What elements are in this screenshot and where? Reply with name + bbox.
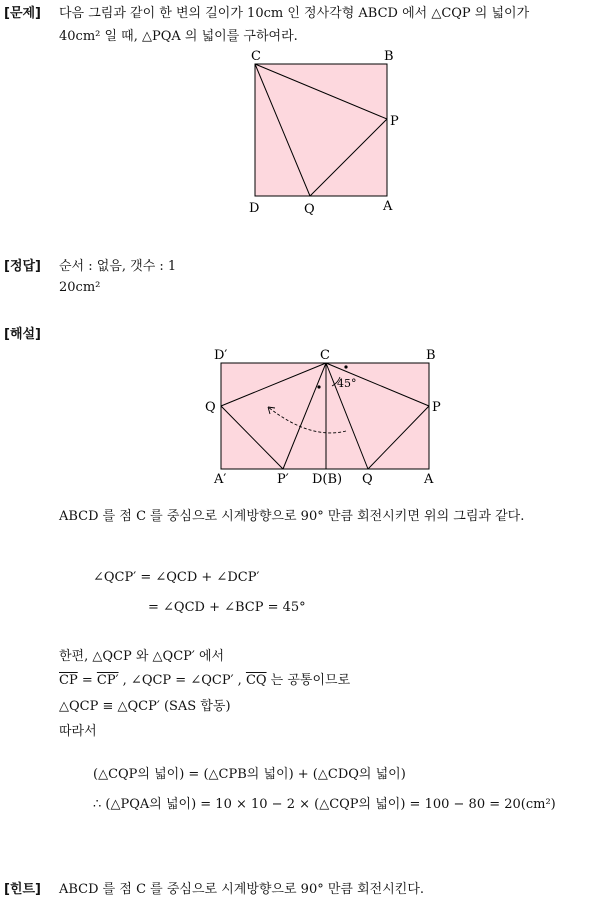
rotated-rectangle	[221, 363, 429, 469]
problem-tag: [문제]	[4, 6, 41, 21]
label-angle: 45°	[337, 377, 357, 390]
label-b: B	[426, 348, 436, 363]
equation-3: (△CQP의 넓이) = (△CPB의 넓이) + (△CDQ의 넓이)	[93, 767, 406, 782]
common-text: 는 공통이므로	[266, 673, 351, 688]
explanation-line-1: ABCD 를 점 C 를 중심으로 시계방향으로 90° 만큼 회전시키면 위의 그림과 같다.	[59, 509, 525, 524]
segment-cp-prime-text: CP′	[96, 673, 119, 688]
label-b: B	[384, 49, 394, 64]
problem-figure	[240, 46, 410, 218]
explanation-line-4: △QCP ≡ △QCP′ (SAS 합동)	[59, 699, 231, 714]
label-a: A	[424, 472, 434, 487]
answer-line-1: 순서 : 없음, 갯수 : 1	[59, 259, 177, 274]
equals-text: =	[77, 673, 97, 688]
label-p-prime: P′	[277, 472, 289, 487]
label-d-prime: D′	[214, 348, 228, 363]
label-q: Q	[362, 472, 373, 487]
angle-dot-right	[344, 365, 347, 368]
angle-condition-text: , ∠QCP = ∠QCP′ ,	[118, 673, 246, 688]
label-d-b: D(B)	[312, 472, 343, 487]
label-q-left: Q	[205, 400, 216, 415]
hint-tag: [힌트]	[4, 882, 41, 897]
angle-dot-left	[317, 385, 320, 388]
label-p: P	[432, 400, 441, 415]
label-a: A	[383, 199, 393, 214]
explanation-tag: [해설]	[4, 327, 41, 342]
explanation-line-3	[59, 669, 350, 688]
segment-cq-text: $\overline{CQ}$	[245, 673, 267, 688]
square-abcd	[255, 64, 387, 196]
hint-line-1: ABCD 를 점 C 를 중심으로 시계방향으로 90° 만큼 회전시킨다.	[59, 882, 425, 897]
problem-line-2: 40cm² 일 때, △PQA 의 넓이를 구하여라.	[59, 29, 298, 44]
explanation-line-2: 한편, △QCP 와 △QCP′ 에서	[59, 649, 225, 664]
equation-2: = ∠QCD + ∠BCP = 45°	[148, 600, 306, 615]
answer-line-2: 20cm²	[59, 280, 101, 295]
equation-1: ∠QCP′ = ∠QCD + ∠DCP′	[93, 570, 260, 585]
problem-line-1: 다음 그림과 같이 한 변의 길이가 10cm 인 정사각형 ABCD 에서 △CQP 의 넓이가	[59, 6, 530, 21]
explanation-figure	[200, 344, 450, 490]
explanation-line-5: 따라서	[59, 724, 97, 739]
answer-tag: [정답]	[4, 259, 41, 274]
segment-cp-text: $\overline{CP}$	[59, 673, 78, 688]
label-c: C	[320, 348, 330, 363]
label-a-prime: A′	[214, 472, 227, 487]
label-c: C	[251, 49, 261, 64]
label-p: P	[390, 114, 399, 129]
label-q: Q	[304, 202, 315, 217]
label-d: D	[249, 201, 260, 216]
equation-4: ∴ (△PQA의 넓이) = 10 × 10 − 2 × (△CQP의 넓이) = 100 − 80 = 20(cm²)	[93, 797, 556, 812]
